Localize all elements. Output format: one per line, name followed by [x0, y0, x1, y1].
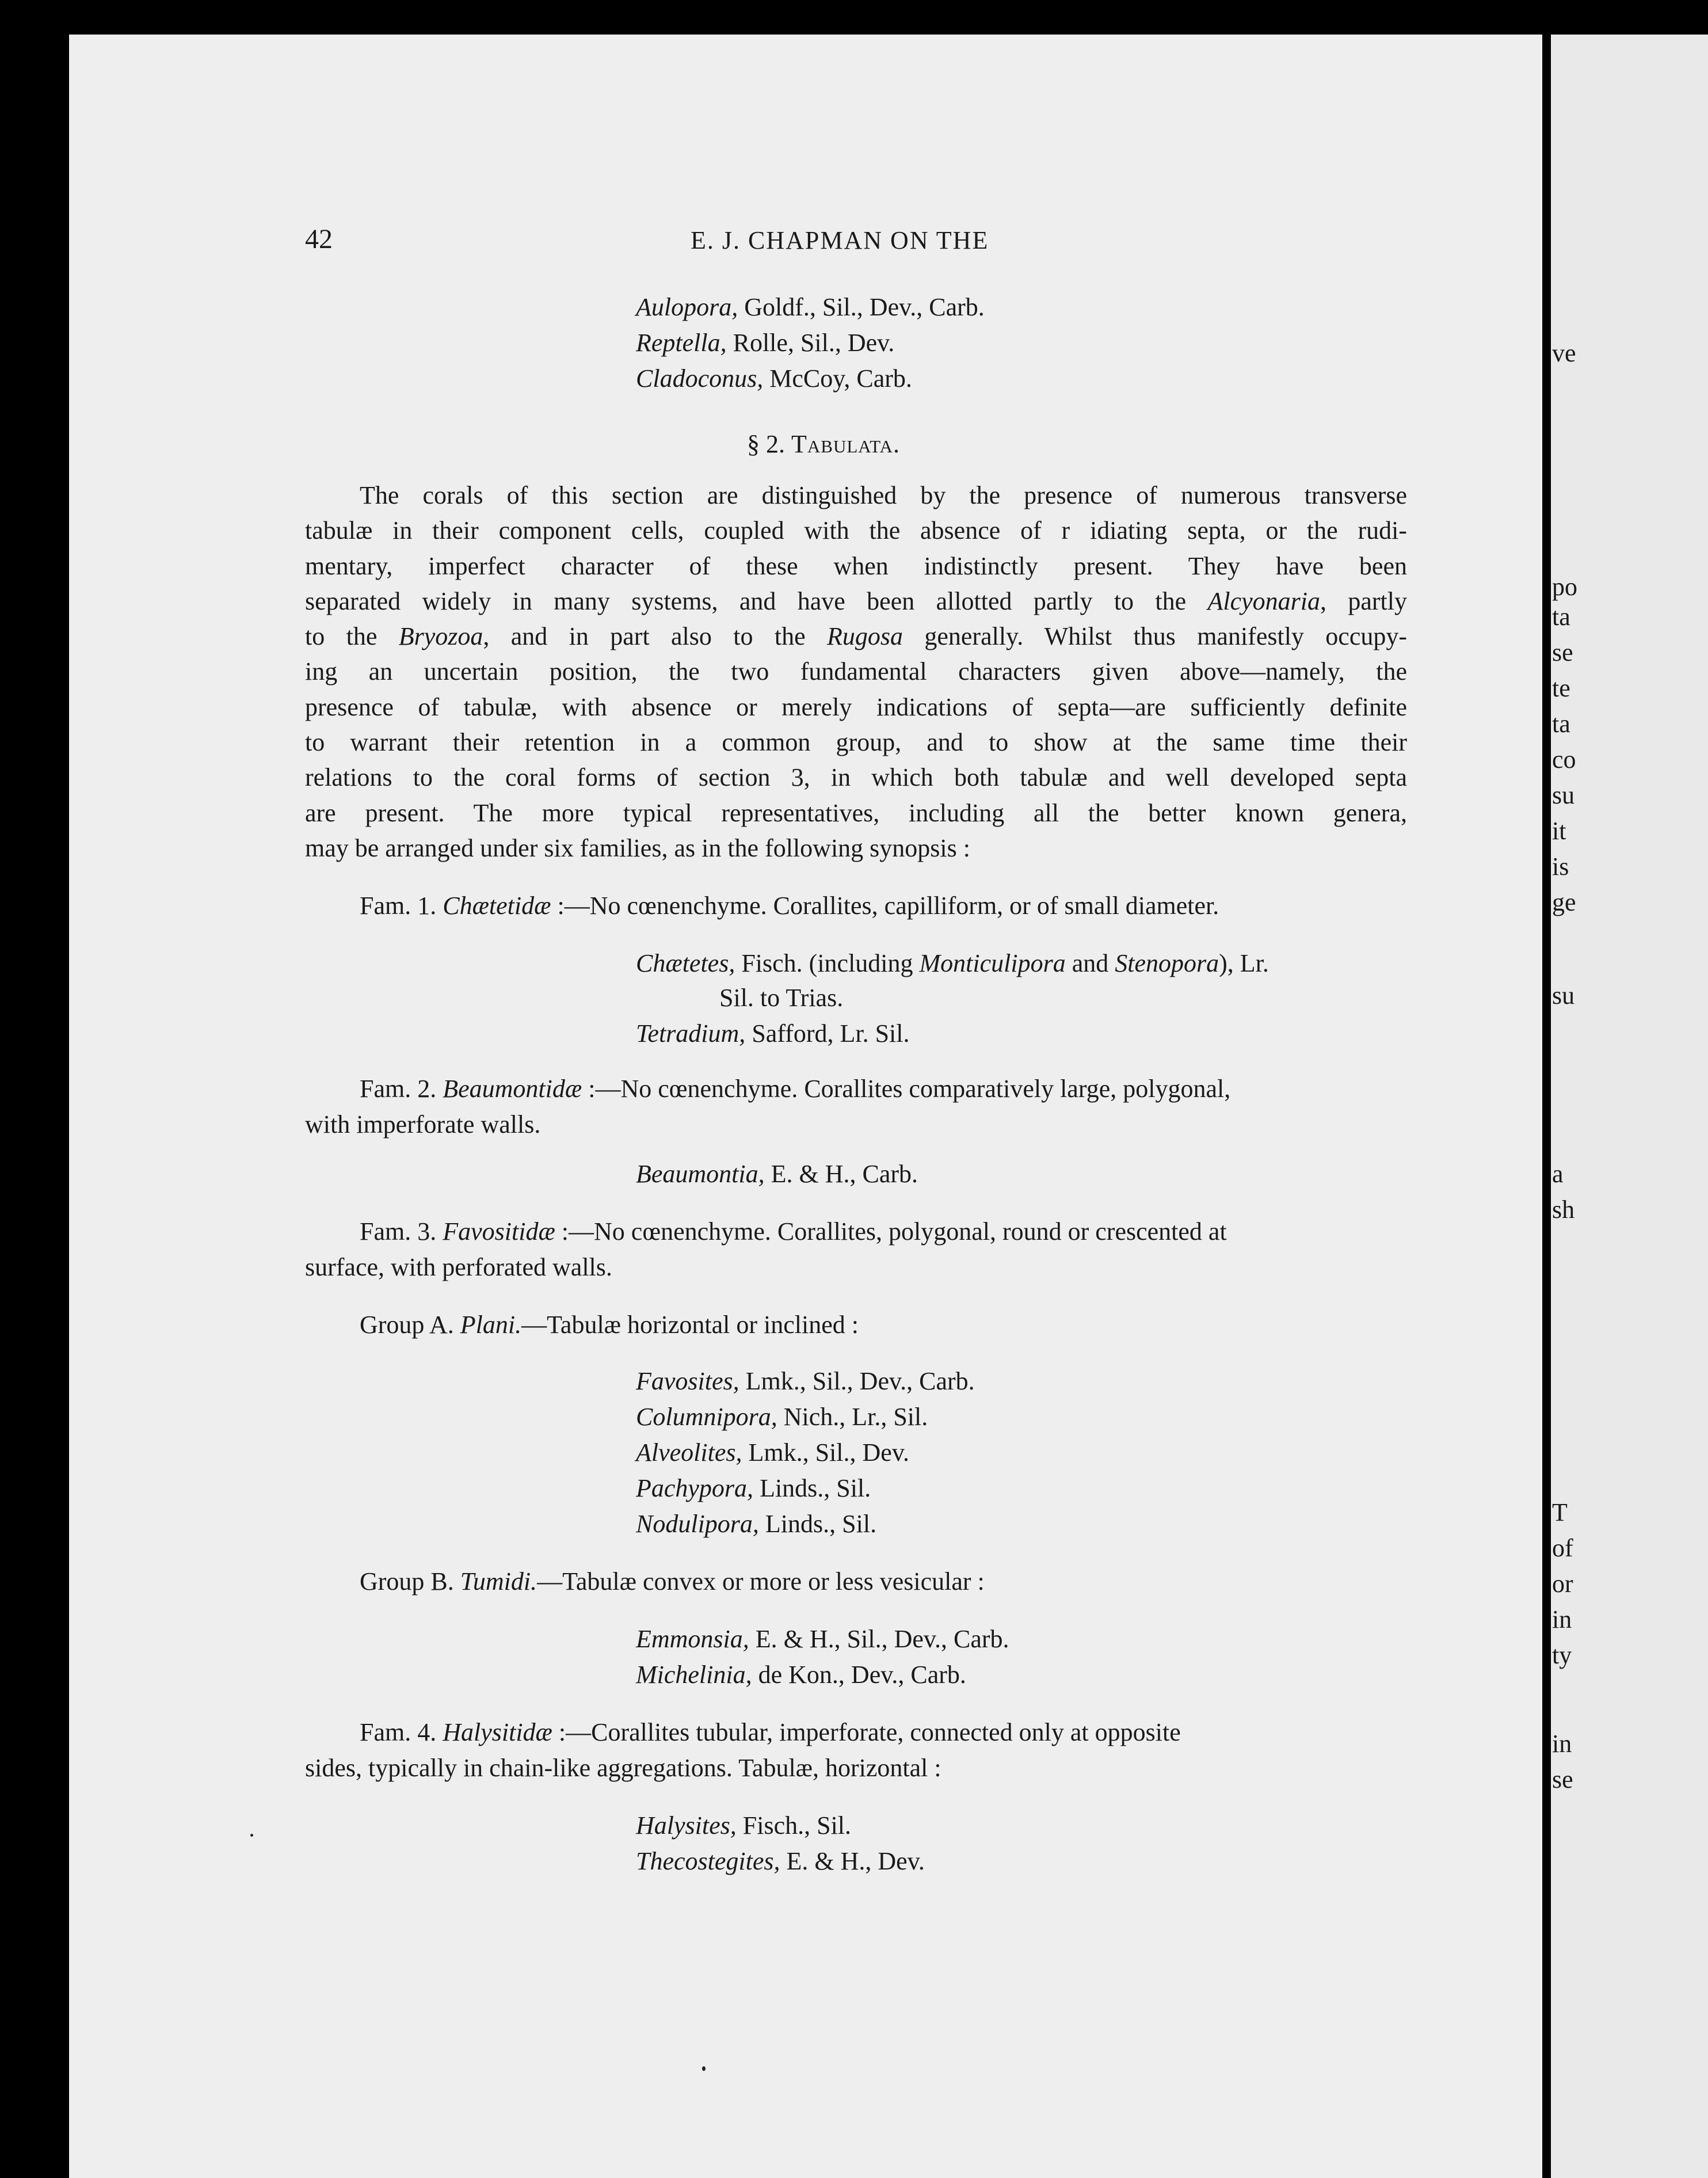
facing-fragment: or [1552, 1570, 1573, 1598]
facing-fragment: co [1552, 745, 1576, 774]
genus-entry: Emmonsia, E. & H., Sil., Dev., Carb. [636, 1625, 1009, 1653]
genus-entry: Thecostegites, E. & H., Dev. [636, 1847, 925, 1875]
facing-fragment: sh [1552, 1195, 1575, 1224]
facing-fragment: te [1552, 674, 1570, 702]
facing-fragment: of [1552, 1534, 1573, 1562]
genus-entry: Columnipora, Nich., Lr., Sil. [636, 1403, 928, 1431]
facing-fragment: ge [1552, 888, 1576, 916]
group-b-heading: Group B. Tumidi.—Tabulæ convex or more or less vesicular : [360, 1567, 985, 1596]
group-a-heading: Group A. Plani.—Tabulæ horizontal or inclined : [360, 1311, 859, 1339]
family-1-heading: Fam. 1. Chætetidæ :—No cœnenchyme. Corallites, capilliform, or of small diameter. [360, 892, 1219, 920]
facing-fragment: ve [1552, 339, 1576, 367]
page-number: 42 [305, 224, 333, 254]
facing-fragment: in [1552, 1730, 1572, 1758]
genus-entry: Reptella, Rolle, Sil., Dev. [636, 329, 895, 357]
intro-paragraph: The corals of this section are distinguished by the presence of numerous transverse tabulæ in their component cells, coupled with the absence of r idiating septa, or the rudi- mentary, imperfect character of these when indistinctly present. They have been separated widely in many systems, and have been allotted partly to the Alcyonaria, partly to the Bryozoa, and in part also to the Rugosa generally. Whilst thus manifestly occupy- ing an uncertain position, the two fundamental characters given above—namely, the presence of tabulæ, with absence or merely indications of septa—are sufficiently definite to warrant their retention in a common group, and to show at the same time their relations to the coral forms of section 3, in which both tabulæ and well developed septa are present. The more typical representatives, including all the better known genera, may be arranged under six families, as in the following synopsis : [305, 481, 1408, 862]
facing-fragment: po [1552, 573, 1577, 601]
genus-entry: Halysites, Fisch., Sil. [636, 1811, 852, 1840]
speck [250, 1834, 253, 1837]
family-4-heading-cont: sides, typically in chain-like aggregations. Tabulæ, horizontal : [305, 1754, 941, 1782]
facing-fragment: ty [1552, 1641, 1572, 1669]
genus-entry-continuation: Sil. to Trias. [719, 984, 844, 1012]
genus-entry: Nodulipora, Linds., Sil. [636, 1510, 877, 1538]
genus-entry: Favosites, Lmk., Sil., Dev., Carb. [636, 1367, 975, 1395]
facing-fragment: in [1552, 1605, 1572, 1634]
running-head: E. J. CHAPMAN ON THE [691, 226, 989, 254]
genus-entry: Chætetes, Fisch. (including Monticulipora and Stenopora), Lr. [636, 949, 1269, 977]
facing-fragment: se [1552, 638, 1573, 667]
section-heading: § 2. Tabulata. [747, 430, 901, 458]
genus-entry: Michelinia, de Kon., Dev., Carb. [636, 1661, 966, 1689]
facing-fragment: se [1552, 1765, 1573, 1794]
genus-entry: Aulopora, Goldf., Sil., Dev., Carb. [636, 293, 985, 321]
facing-fragment: su [1552, 981, 1575, 1010]
facing-fragment: it [1552, 817, 1566, 845]
facing-fragment: a [1552, 1160, 1564, 1188]
facing-page-edge [1551, 35, 1708, 2178]
facing-fragment: is [1552, 852, 1569, 881]
facing-fragment: ta [1552, 603, 1570, 631]
genus-entry: Tetradium, Safford, Lr. Sil. [636, 1019, 910, 1048]
family-3-heading-cont: surface, with perforated walls. [305, 1253, 612, 1281]
family-3-heading: Fam. 3. Favositidæ :—No cœnenchyme. Corallites, polygonal, round or crescented at [360, 1217, 1227, 1246]
genus-entry: Alveolites, Lmk., Sil., Dev. [636, 1438, 909, 1467]
book-page [69, 35, 1542, 2178]
genus-entry: Cladoconus, McCoy, Carb. [636, 364, 912, 393]
genus-entry: Beaumontia, E. & H., Carb. [636, 1160, 918, 1188]
family-2-heading: Fam. 2. Beaumontidæ :—No cœnenchyme. Corallites comparatively large, polygonal, [360, 1075, 1231, 1103]
facing-fragment: T [1552, 1498, 1568, 1526]
speck [702, 2066, 706, 2071]
family-4-heading: Fam. 4. Halysitidæ :—Corallites tubular, imperforate, connected only at opposite [360, 1718, 1181, 1746]
facing-fragment: ta [1552, 710, 1570, 738]
genus-entry: Pachypora, Linds., Sil. [636, 1474, 871, 1502]
family-2-heading-cont: with imperforate walls. [305, 1110, 541, 1138]
facing-fragment: su [1552, 781, 1575, 809]
